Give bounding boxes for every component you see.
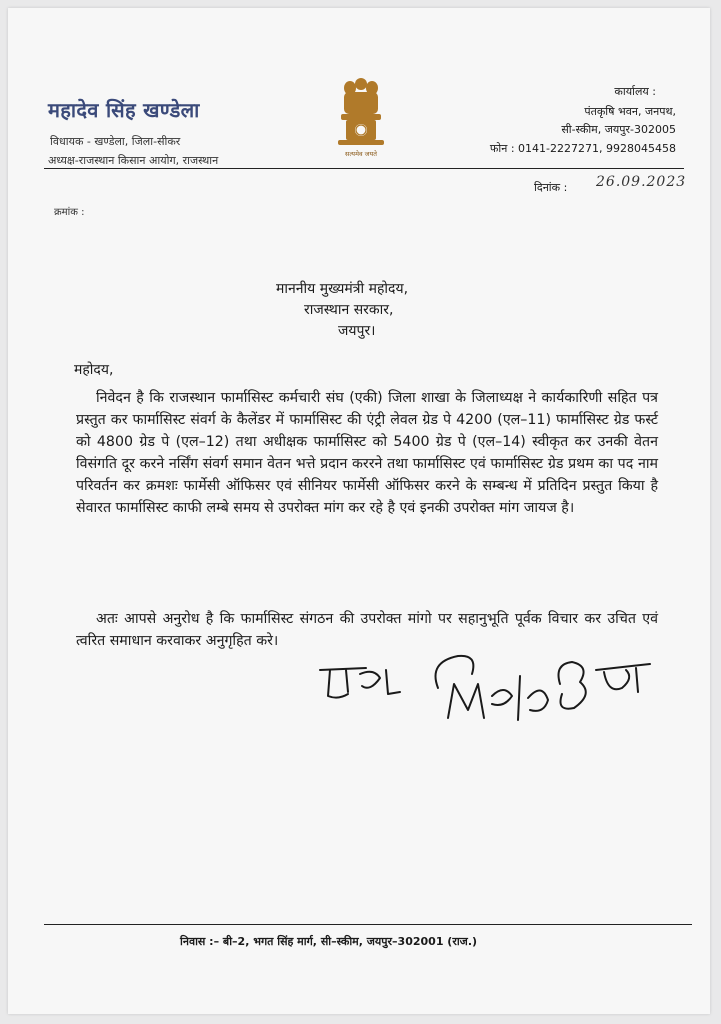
addressee-line1: माननीय मुख्यमंत्री महोदय,	[276, 281, 409, 297]
sender-position: अध्यक्ष-राजस्थान किसान आयोग, राजस्थान	[48, 154, 219, 167]
office-label: कार्यालय :	[614, 85, 656, 98]
body-paragraph-2: अतः आपसे अनुरोध है कि फार्मासिस्ट संगठन की उपरोक्त मांगो पर सहानुभूति पूर्वक विचार कर उचित एवं त्वरित समाधान करवाकर अनुगृहित करे।	[76, 611, 658, 650]
date-value: 26.09.2023	[596, 174, 687, 190]
addressee-line2: राजस्थान सरकार,	[304, 302, 394, 318]
svg-text:सादर महादेव खण्डेला: सादर महादेव खण्डेला	[308, 648, 316, 649]
emblem-motto: सत्यमेव जयते	[345, 150, 377, 158]
office-address-line2: सी-स्कीम, जयपुर-302005	[561, 123, 676, 136]
date-label: दिनांक :	[534, 181, 568, 194]
addressee-line3: जयपुर।	[338, 323, 376, 339]
body-paragraph-1: निवेदन है कि राजस्थान फार्मासिस्ट कर्मचारी संघ (एकी) जिला शाखा के जिलाध्यक्ष ने कार्यकारिणी सहित पत्र प्रस्तुत कर फार्मासिस्ट संवर्ग के कैलेंडर में फार्मासिस्ट की एंट्री लेवल ग्रेड पे 4200 (एल–11) फार्मासिस्ट ग्रेड फर्स्ट को 4800 ग्रेड पे (एल–12) तथा अधीक्षक फार्मासिस्ट को 5400 ग्रेड पे (एल–14) स्वीकृत कर उनकी वेतन विसंगति दूर करने नर्सिंग संवर्ग समान वेतन भत्ते प्रदान कररने तथा फार्मासिस्ट एवं फार्मासिस्ट ग्रेड प्रथम का पद नाम परिवर्तन कर क्रमशः फार्मेसी ऑफिसर एवं सीनियर फार्मेसी ऑफिसर करने के सम्बन्ध में प्रतिदिन प्रस्तुत किया है सेवारत फार्मासिस्ट काफी लम्बे समय से उपरोक्त मांग कर रहे है एवं इनकी उपरोक्त मांग जायज है।	[76, 390, 658, 517]
letter-sheet	[8, 8, 710, 1014]
sender-name: महादेव सिंह खण्डेला	[48, 98, 200, 122]
residence-address: निवास :– बी–2, भगत सिंह मार्ग, सी–स्कीम, जयपुर–302001 (राज.)	[180, 935, 478, 948]
sender-designation: विधायक - खण्डेला, जिला-सीकर	[50, 135, 181, 148]
office-address-line1: पंतकृषि भवन, जनपथ,	[584, 105, 676, 118]
footer-divider	[44, 924, 692, 925]
header-divider	[44, 168, 684, 169]
handwritten-signature	[308, 648, 658, 728]
state-emblem-icon	[330, 74, 392, 162]
office-phone: फोन : 0141-2227271, 9928045458	[489, 142, 676, 155]
reference-number-label: क्रमांक :	[54, 207, 85, 218]
salutation: महोदय,	[74, 362, 114, 378]
